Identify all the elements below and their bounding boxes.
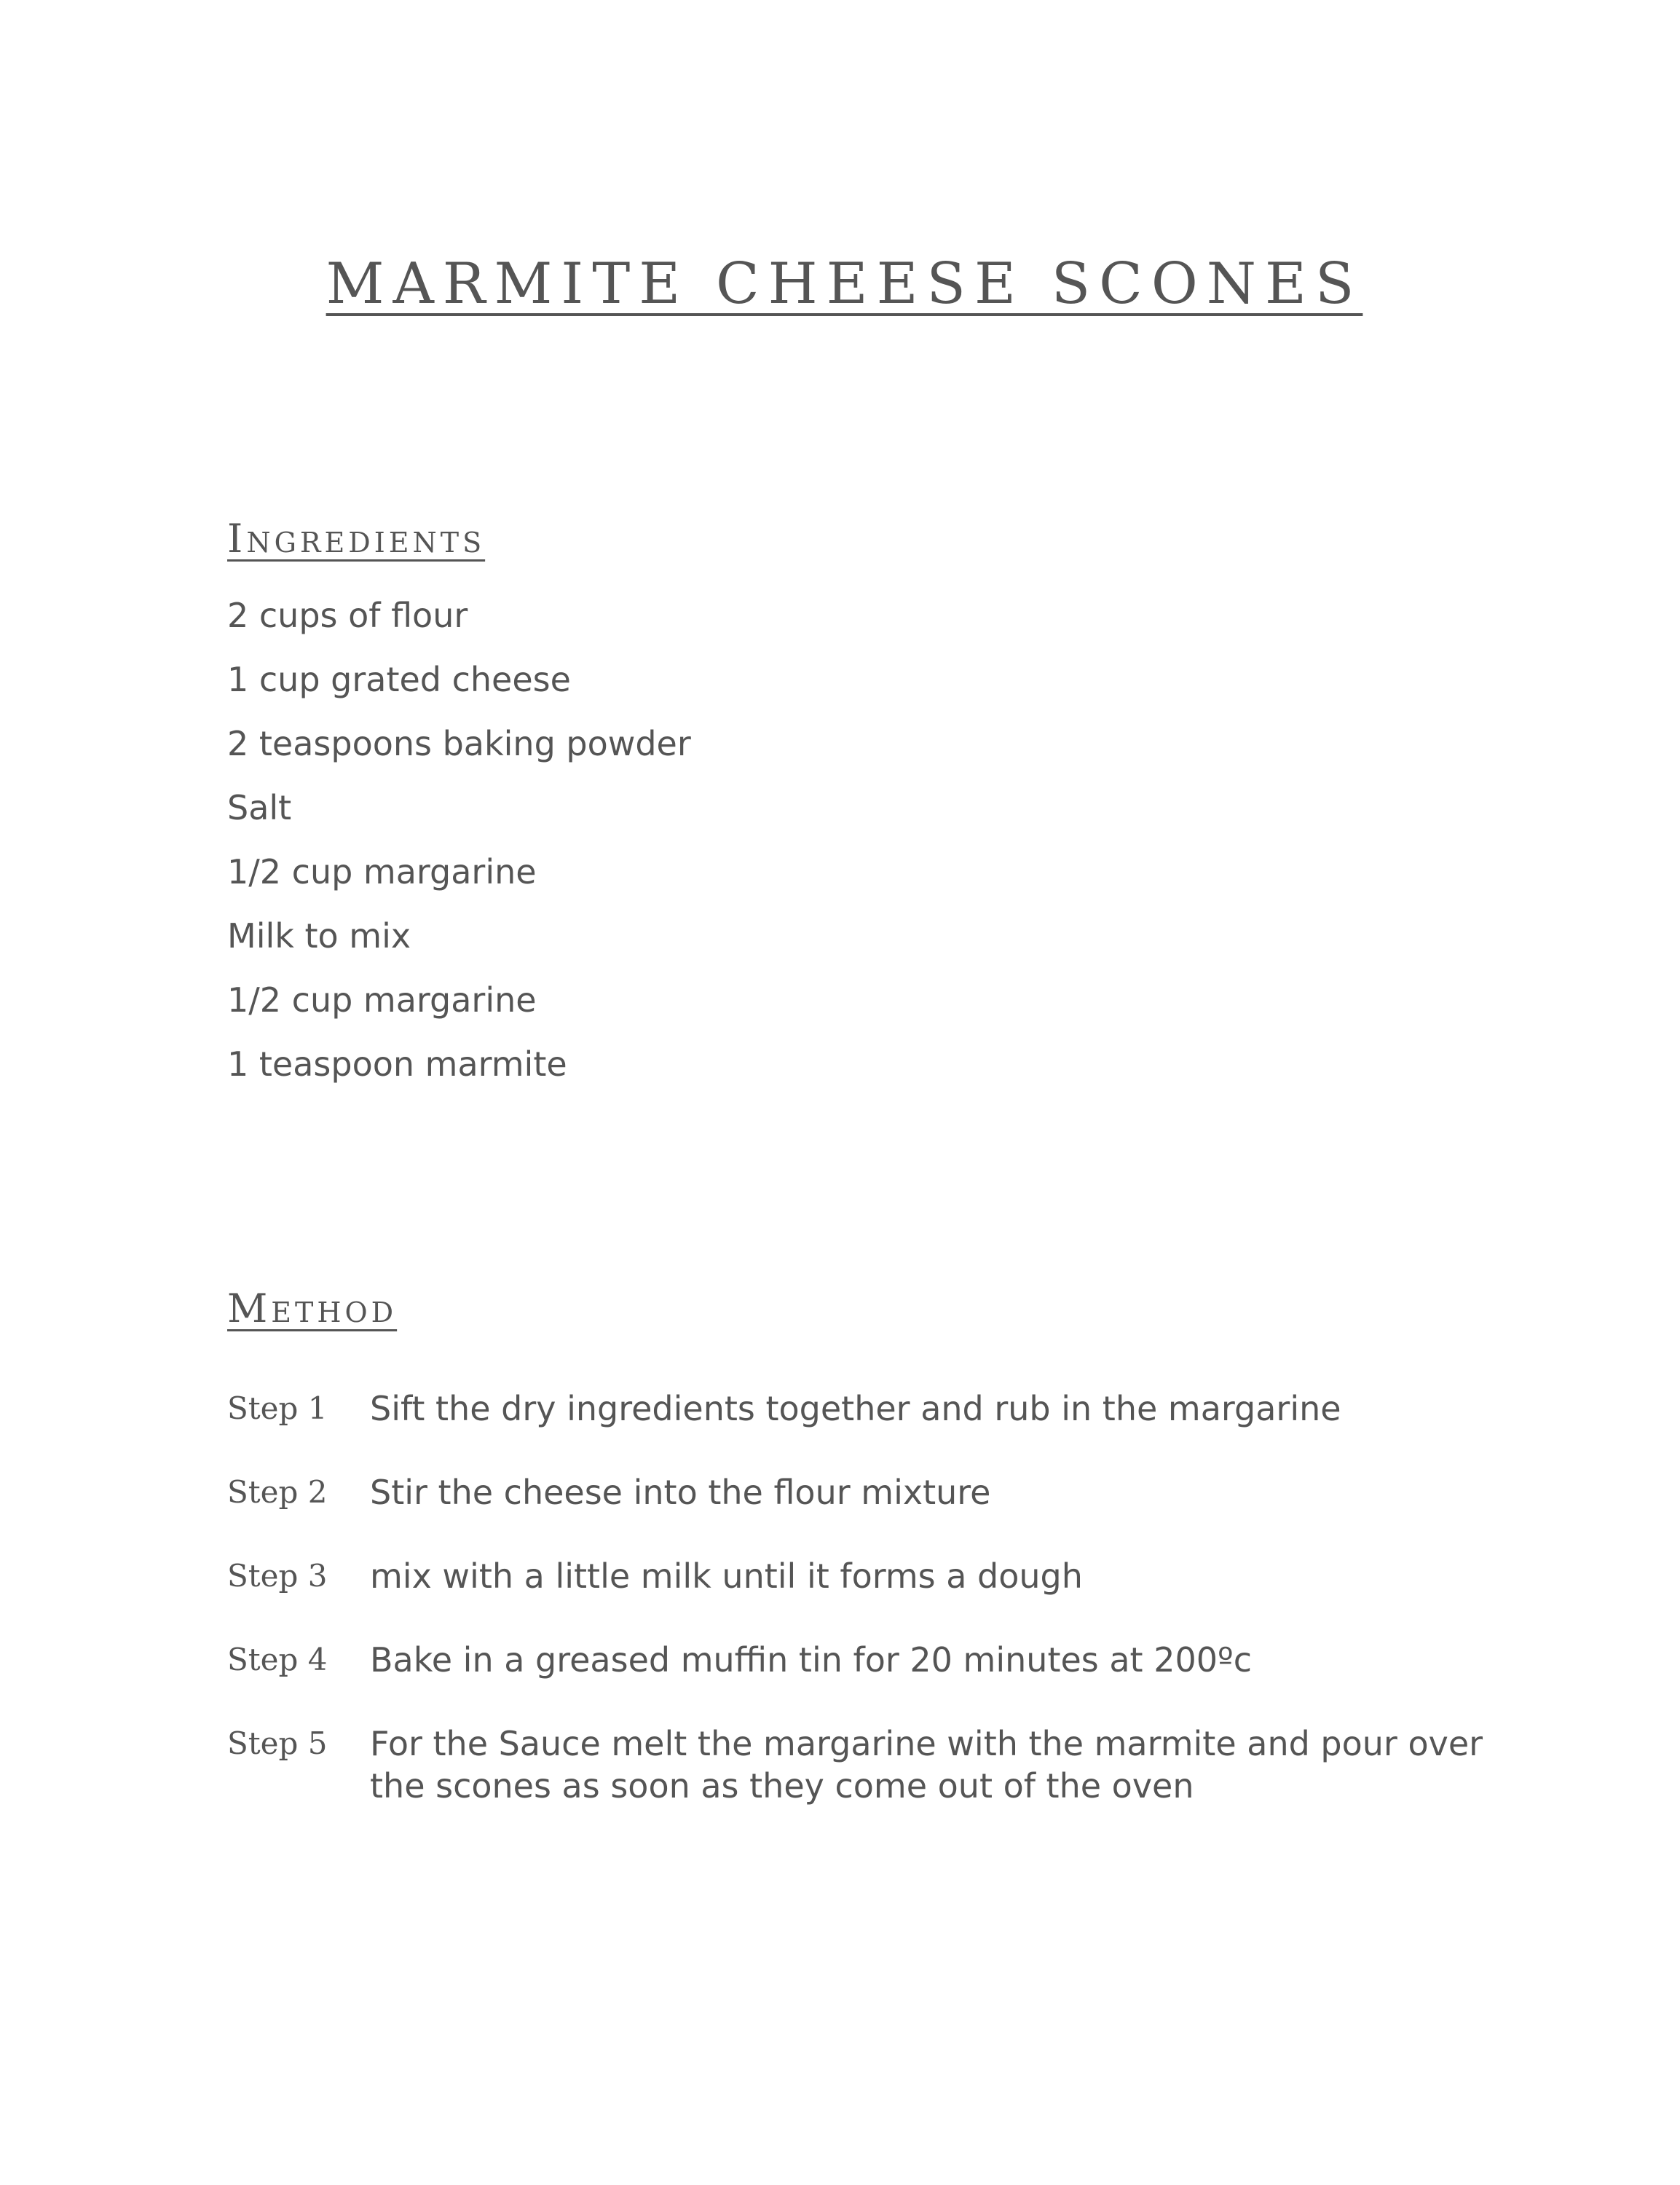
title-container: [0, 251, 1680, 317]
ingredient-item: 1 cup grated cheese: [227, 660, 571, 699]
method-step: [227, 1639, 1538, 1681]
recipe-title: MARMITE CHEESE SCONES: [326, 251, 1363, 317]
step-label: Step 5: [227, 1725, 328, 1761]
step-label: Step 4: [227, 1642, 328, 1677]
step-text: Bake in a greased muffin tin for 20 minutes at 200ºc: [370, 1640, 1252, 1680]
step-text: For the Sauce melt the margarine with the marmite and pour over the scones as soon as they come out of the oven: [370, 1724, 1483, 1806]
ingredient-item: Milk to mix: [227, 916, 411, 956]
method-steps-list: [227, 1387, 1538, 1849]
step-label: Step 3: [227, 1558, 328, 1594]
method-step: [227, 1555, 1538, 1597]
step-text: Stir the cheese into the flour mixture: [370, 1473, 991, 1512]
method-step: [227, 1387, 1538, 1430]
step-text: Sift the dry ingredients together and rub in the margarine: [370, 1389, 1341, 1428]
ingredient-item: 2 teaspoons baking powder: [227, 724, 691, 763]
ingredient-item: 1 teaspoon marmite: [227, 1044, 567, 1084]
step-label: Step 1: [227, 1390, 328, 1426]
ingredients-heading: Ingredients: [227, 516, 486, 562]
method-step: [227, 1471, 1538, 1513]
step-text: mix with a little milk until it forms a dough: [370, 1556, 1083, 1596]
ingredient-item: 1/2 cup margarine: [227, 980, 537, 1020]
ingredient-item: 2 cups of flour: [227, 596, 468, 635]
ingredient-item: Salt: [227, 788, 292, 827]
method-step: [227, 1723, 1538, 1807]
ingredient-item: 1/2 cup margarine: [227, 852, 537, 891]
step-label: Step 2: [227, 1474, 328, 1510]
ingredients-list: [227, 594, 691, 1106]
method-heading: Method: [227, 1286, 398, 1331]
